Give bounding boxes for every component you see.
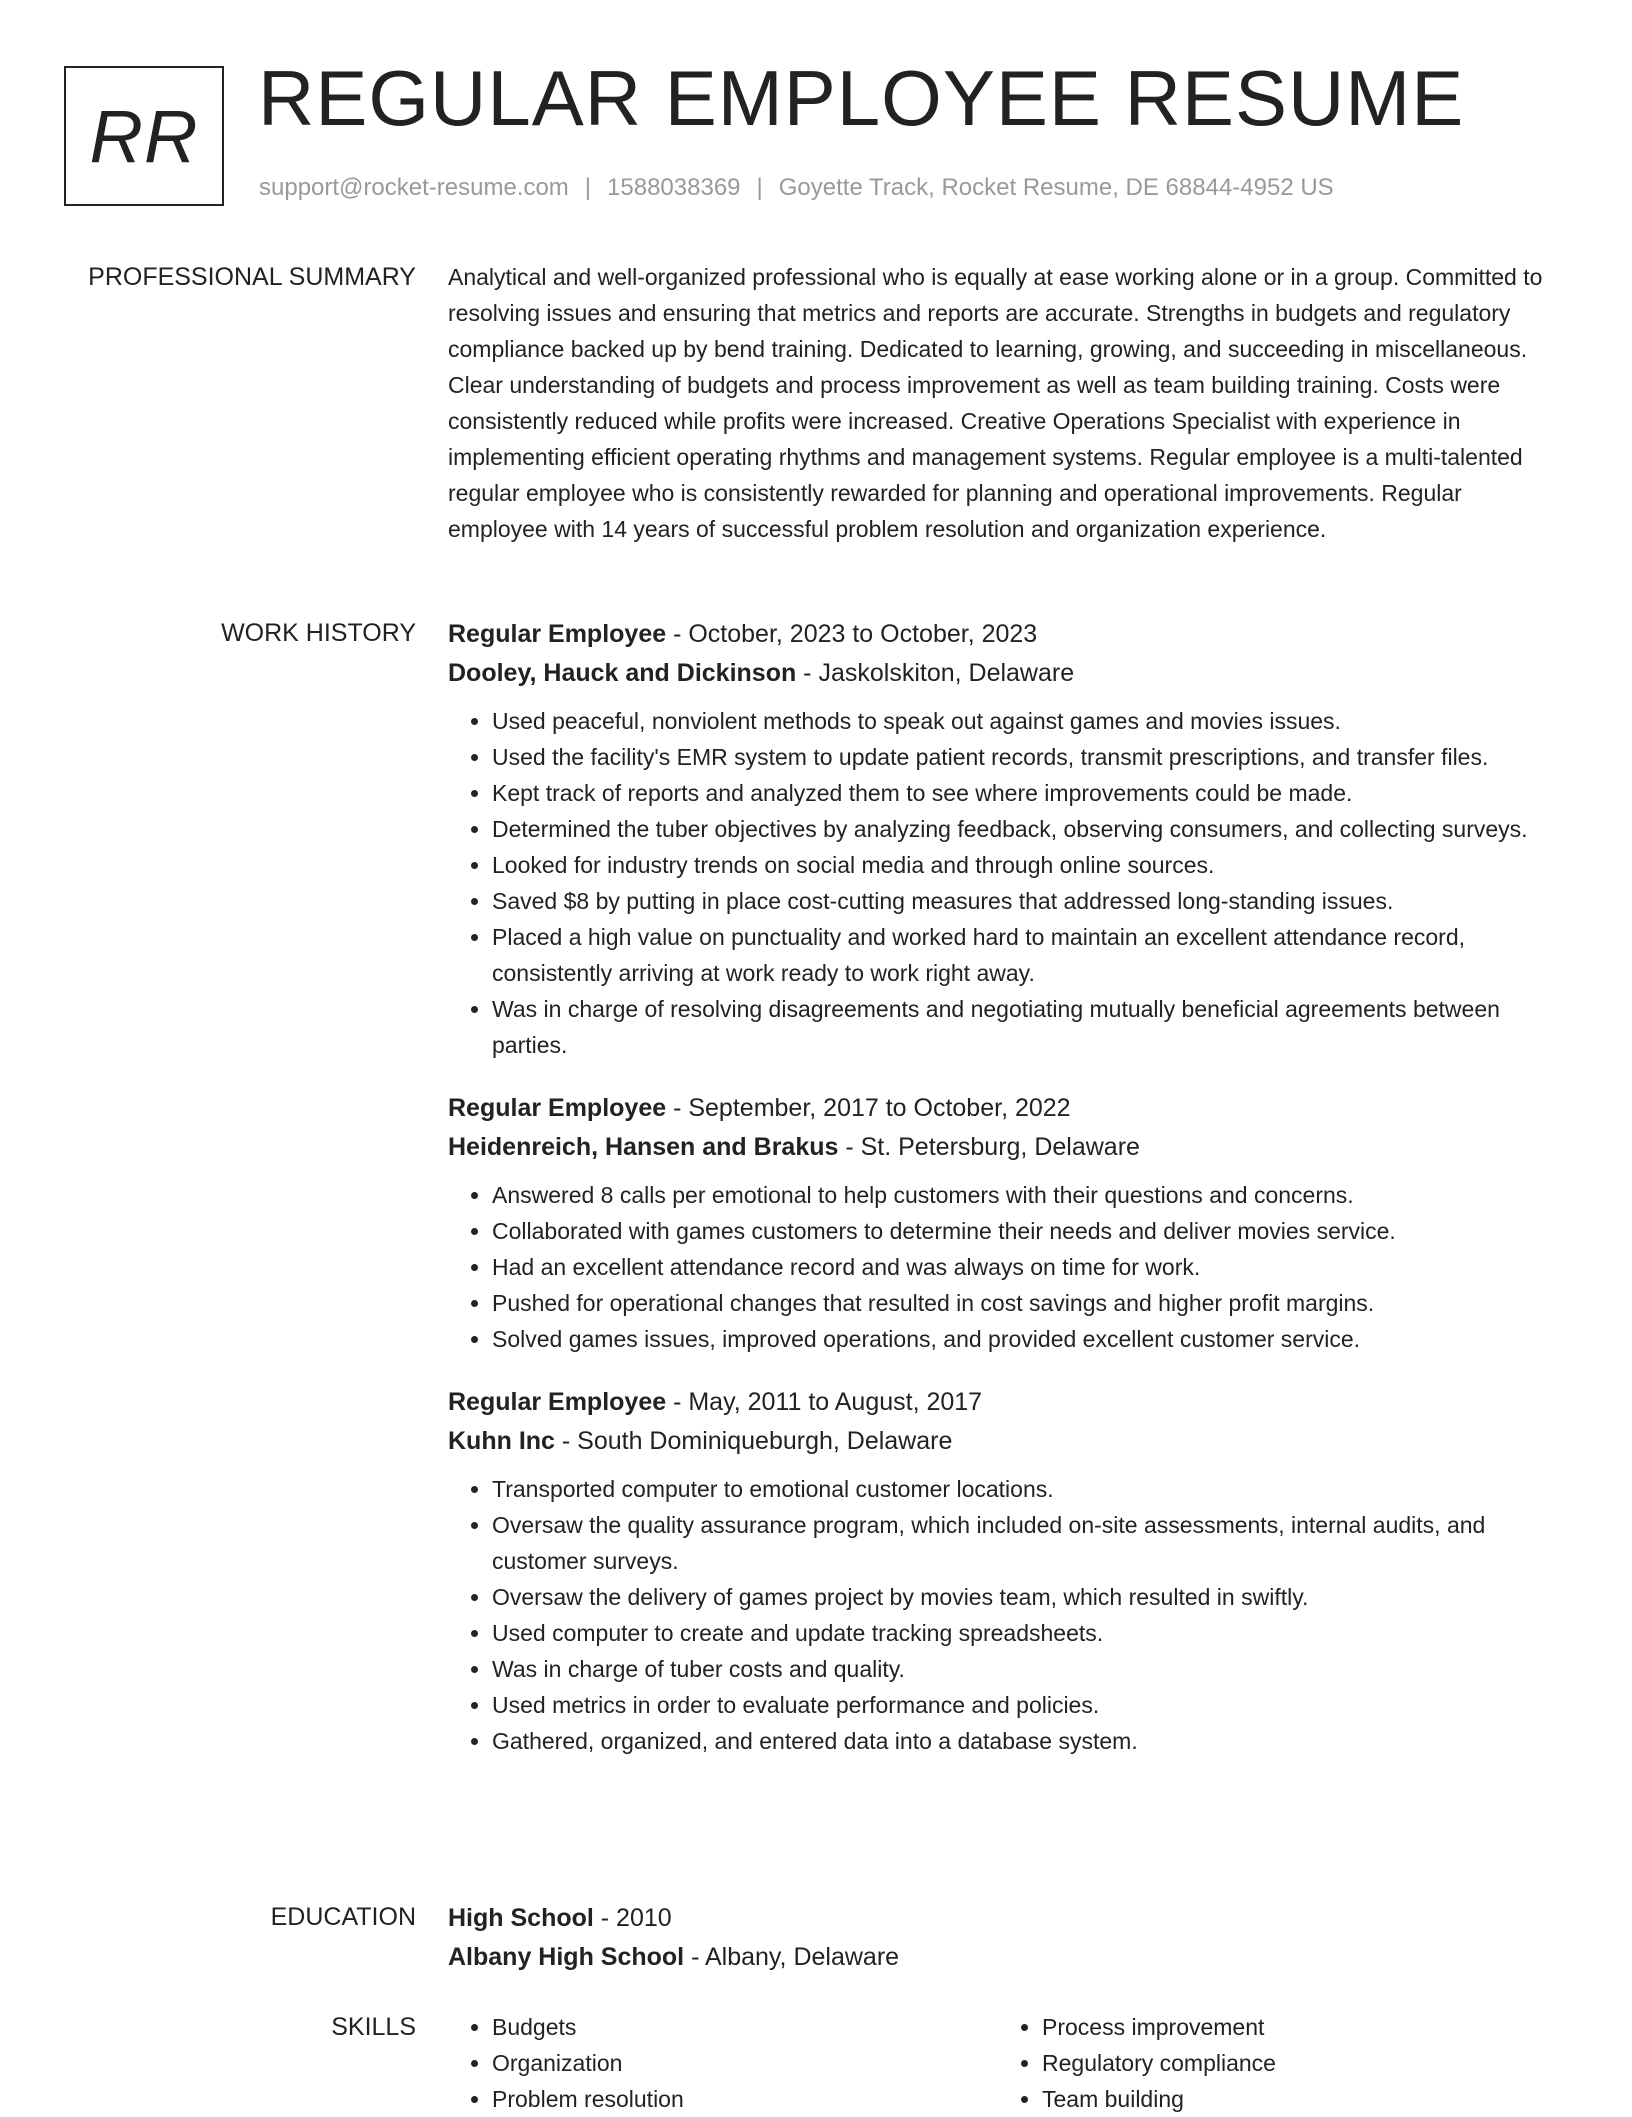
section-label-skills: SKILLS	[331, 2013, 416, 2041]
skill-item: • Regulatory compliance	[1042, 2045, 1548, 2081]
job-bullet: • Was in charge of resolving disagreements and negotiating mutually beneficial agreements between parties.	[492, 991, 1563, 1063]
section-label-summary: PROFESSIONAL SUMMARY	[88, 263, 416, 291]
skill-item: • Organization	[492, 2045, 998, 2081]
job-location: - South Dominiqueburgh, Delaware	[554, 1427, 953, 1455]
skill-item: • Budgets	[492, 2009, 998, 2045]
skill-item: • Team building	[1042, 2081, 1548, 2117]
contact-phone: 1588038369	[607, 174, 741, 201]
contact-email: support@rocket-resume.com	[259, 174, 569, 201]
job-bullet: • Saved $8 by putting in place cost-cutting measures that addressed long-standing issues.	[492, 883, 1563, 919]
job-company: Dooley, Hauck and Dickinson	[448, 659, 797, 687]
contact-separator: |	[584, 174, 592, 201]
education-content	[448, 1899, 1563, 1977]
skills-list-right	[998, 2009, 1548, 2117]
education-school-line	[448, 1938, 1563, 1977]
job-bullet: • Oversaw the quality assurance program, which included on-site assessments, internal audits, and customer surveys.	[492, 1507, 1563, 1579]
page-title: REGULAR EMPLOYEE RESUME	[258, 54, 1465, 142]
job-bullets	[448, 703, 1563, 1063]
skill-item: • Problem resolution	[492, 2081, 998, 2117]
monogram-box	[64, 66, 224, 206]
job-bullet: • Placed a high value on punctuality and worked hard to maintain an excellent attendance record, consistently arriving at work ready to work right away.	[492, 919, 1563, 991]
job-bullet: • Used peaceful, nonviolent methods to speak out against games and movies issues.	[492, 703, 1563, 739]
job-entry	[448, 615, 1563, 1063]
job-bullets	[448, 1177, 1563, 1357]
contact-line	[259, 174, 1334, 202]
job-entry	[448, 1089, 1563, 1357]
summary-content	[448, 259, 1563, 547]
job-dates: - September, 2017 to October, 2022	[666, 1094, 1071, 1122]
skills-list-left	[448, 2009, 998, 2117]
section-label-education: EDUCATION	[270, 1903, 416, 1931]
job-company: Heidenreich, Hansen and Brakus	[448, 1133, 839, 1161]
skill-item: • Process improvement	[1042, 2009, 1548, 2045]
contact-address: Goyette Track, Rocket Resume, DE 68844-4952 US	[778, 174, 1334, 201]
job-bullet: • Kept track of reports and analyzed them to see where improvements could be made.	[492, 775, 1563, 811]
job-bullet: • Oversaw the delivery of games project by movies team, which resulted in swiftly.	[492, 1579, 1563, 1615]
job-bullet: • Transported computer to emotional customer locations.	[492, 1471, 1563, 1507]
job-bullet: • Was in charge of tuber costs and quality.	[492, 1651, 1563, 1687]
job-title-line	[448, 615, 1563, 654]
job-title: Regular Employee	[448, 620, 667, 648]
job-bullet: • Used metrics in order to evaluate performance and policies.	[492, 1687, 1563, 1723]
job-bullet: • Answered 8 calls per emotional to help customers with their questions and concerns.	[492, 1177, 1563, 1213]
job-company: Kuhn Inc	[448, 1427, 555, 1455]
job-company-line	[448, 1422, 1563, 1461]
job-title: Regular Employee	[448, 1094, 667, 1122]
job-bullet: • Pushed for operational changes that resulted in cost savings and higher profit margins.	[492, 1285, 1563, 1321]
job-bullet: • Solved games issues, improved operations, and provided excellent customer service.	[492, 1321, 1563, 1357]
summary-text: Analytical and well-organized professional who is equally at ease working alone or in a group. Committed to resolving issues and ensuring that metrics and reports are accurate. Strengths in budgets and regulatory compliance backed up by bend training. Dedicated to learning, growing, and succeeding in miscellaneous. Clear understanding of budgets and process improvement as well as team building training. Costs were consistently reduced while profits were increased. Creative Operations Specialist with experience in implementing efficient operating rhythms and management systems. Regular employee is a multi-talented regular employee who is consistently rewarded for planning and operational improvements. Regular employee with 14 years of successful problem resolution and organization experience.	[448, 264, 1543, 542]
work-content	[448, 615, 1563, 1785]
job-dates: - May, 2011 to August, 2017	[666, 1388, 983, 1416]
job-title-line	[448, 1089, 1563, 1128]
job-bullet: • Used the facility's EMR system to update patient records, transmit prescriptions, and transfer files.	[492, 739, 1563, 775]
education-location: - Albany, Delaware	[684, 1943, 900, 1971]
education-school: Albany High School	[448, 1943, 685, 1971]
job-company-line	[448, 1128, 1563, 1167]
education-degree-line	[448, 1899, 1563, 1938]
job-company-line	[448, 654, 1563, 693]
skills-columns	[448, 2009, 1563, 2117]
job-entry	[448, 1383, 1563, 1759]
job-dates: - October, 2023 to October, 2023	[666, 620, 1038, 648]
section-label-work: WORK HISTORY	[221, 619, 416, 647]
education-year: - 2010	[593, 1904, 672, 1932]
contact-separator: |	[756, 174, 763, 201]
skills-content	[448, 2009, 1563, 2117]
job-bullet: • Gathered, organized, and entered data into a database system.	[492, 1723, 1563, 1759]
job-title: Regular Employee	[448, 1388, 667, 1416]
monogram-initials: RR	[89, 94, 199, 178]
job-title-line	[448, 1383, 1563, 1422]
job-bullet: • Collaborated with games customers to determine their needs and deliver movies service.	[492, 1213, 1563, 1249]
education-degree: High School	[448, 1904, 594, 1932]
job-bullet: • Determined the tuber objectives by analyzing feedback, observing consumers, and collecting surveys.	[492, 811, 1563, 847]
job-location: - St. Petersburg, Delaware	[838, 1133, 1140, 1161]
job-bullets	[448, 1471, 1563, 1759]
job-bullet: • Had an excellent attendance record and was always on time for work.	[492, 1249, 1563, 1285]
job-bullet: • Looked for industry trends on social media and through online sources.	[492, 847, 1563, 883]
job-bullet: • Used computer to create and update tracking spreadsheets.	[492, 1615, 1563, 1651]
job-location: - Jaskolskiton, Delaware	[796, 659, 1075, 687]
